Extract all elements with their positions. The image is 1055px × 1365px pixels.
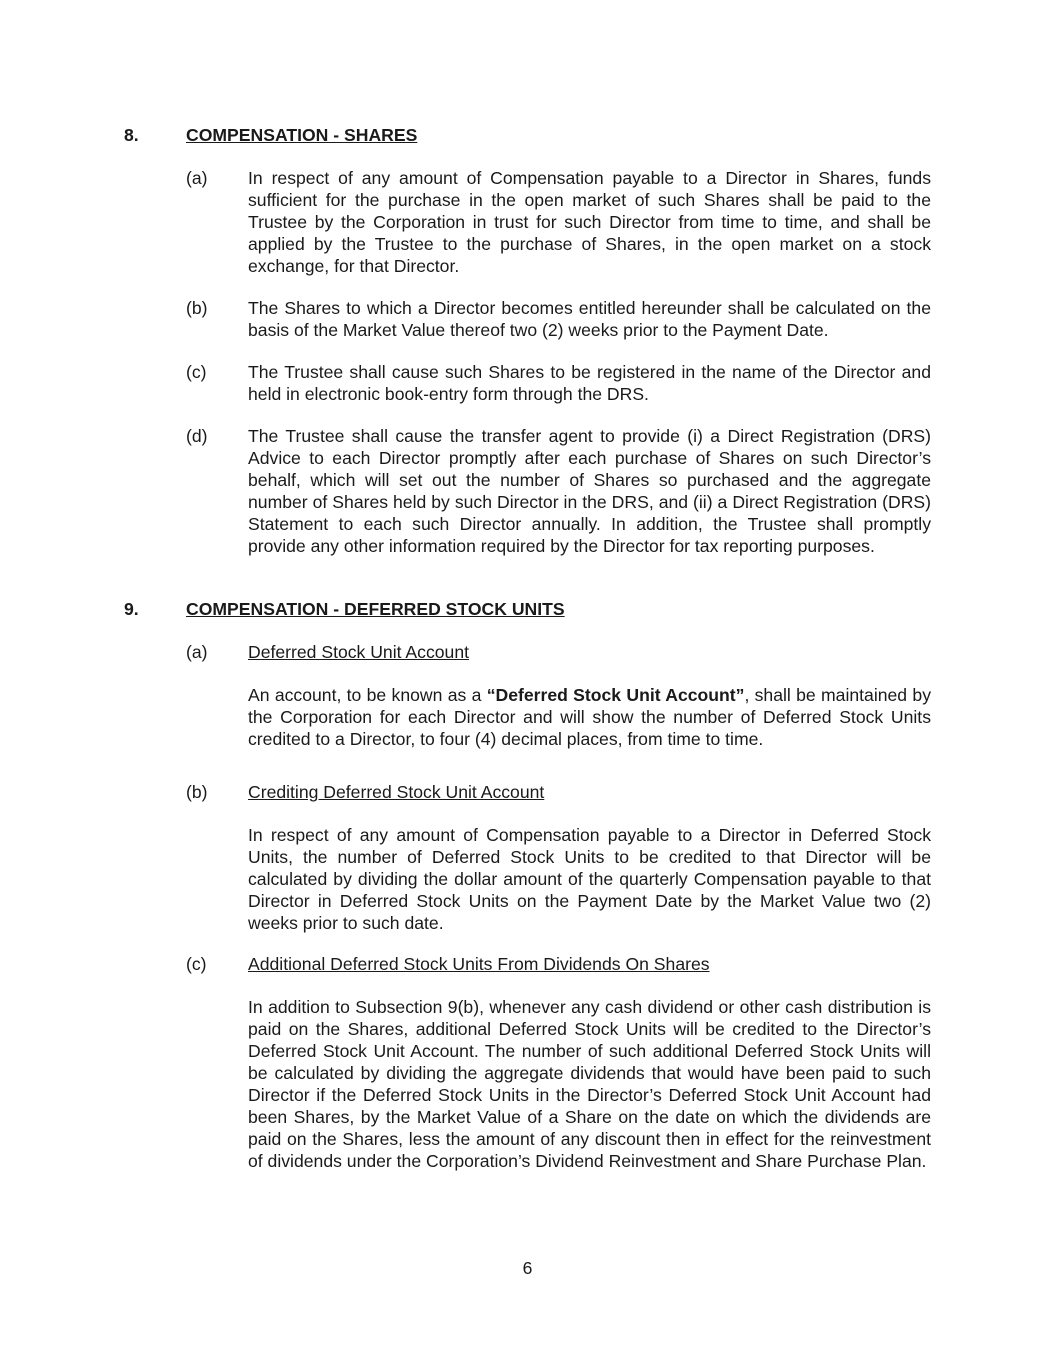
section-8-heading — [124, 124, 417, 146]
item-text: The Shares to which a Director becomes entitled hereunder shall be calculated on the basis of the Market Value thereof two (2) weeks prior to the Payment Date. — [248, 298, 931, 340]
item-text: The Trustee shall cause the transfer agent to provide (i) a Direct Registration (DRS) Advice to each Director promptly after each purchase of Shares on such Director’s behalf, which will set out the number of Shares so purchased and the aggregate number of Shares held by such Director in the DRS, and (ii) a Direct Registration (DRS) Statement to each such Director annually. In addition, the Trustee shall promptly provide any other information required by the Director for tax reporting purposes. — [248, 426, 931, 556]
item-label: (c) — [186, 362, 207, 382]
section-9-item-c-text: In addition to Subsection 9(b), whenever any cash dividend or other cash distribution is paid on the Shares, additional Deferred Stock Units will be credited to the Director’s Deferred Stock Unit Account. The number of such additional Deferred Stock Units will be calculated by dividing the aggregate dividends that would have been paid to such Director if the Deferred Stock Units in the Director’s Deferred Stock Unit Account had been Shares, by the Market Value of a Share on the date on which the dividends are paid on the Shares, less the amount of any discount then in effect for the reinvestment of dividends under the Corporation’s Dividend Reinvestment and Share Purchase Plan. — [248, 997, 931, 1171]
section-8-item-a — [186, 167, 931, 277]
subsection-heading: Additional Deferred Stock Units From Dividends On Shares — [248, 954, 710, 974]
item-text: The Trustee shall cause such Shares to be registered in the name of the Director and held in electronic book-entry form through the DRS. — [248, 362, 931, 404]
item-text: In respect of any amount of Compensation payable to a Director in Shares, funds sufficient for the purchase in the open market of such Shares shall be paid to the Trustee by the Corporation in trust for such Director from time to time, and shall be applied by the Trustee to the purchase of Shares, in the open market on a stock exchange, for that Director. — [248, 168, 931, 276]
section-8-item-d — [186, 425, 931, 557]
section-9-item-a-text — [248, 684, 931, 750]
section-number: 9. — [124, 599, 139, 619]
subsection-heading: Deferred Stock Unit Account — [248, 642, 470, 662]
subsection-heading: Crediting Deferred Stock Unit Account — [248, 782, 545, 802]
section-number: 8. — [124, 125, 139, 145]
text-after: , shall be maintained by the Corporation for each Director and will show the number of Deferred Stock Units credited to a Director, to four (4) decimal places, from time to time. — [248, 685, 931, 749]
page-number: 6 — [522, 1258, 533, 1278]
item-label: (a) — [186, 642, 208, 662]
section-title: COMPENSATION - SHARES — [186, 125, 418, 145]
section-9-item-c — [186, 953, 931, 975]
section-8-item-b — [186, 297, 931, 341]
defined-term: “Deferred Stock Unit Account” — [486, 685, 745, 705]
section-9-heading — [124, 598, 565, 620]
section-title: COMPENSATION - DEFERRED STOCK UNITS — [186, 599, 565, 619]
item-label: (c) — [186, 954, 207, 974]
item-label: (b) — [186, 298, 208, 318]
section-8-item-c — [186, 361, 931, 405]
item-label: (b) — [186, 782, 208, 802]
section-9-item-b-text: In respect of any amount of Compensation payable to a Director in Deferred Stock Units, the number of Deferred Stock Units to be credited to that Director will be calculated by dividing the dollar amount of the quarterly Compensation payable to that Director in Deferred Stock Units on the Payment Date by the Market Value two (2) weeks prior to such date. — [248, 825, 931, 933]
section-9-item-b — [186, 781, 931, 803]
item-label: (d) — [186, 426, 208, 446]
text-before: An account, to be known as a — [248, 685, 487, 705]
section-9-item-a — [186, 641, 931, 663]
item-label: (a) — [186, 168, 208, 188]
